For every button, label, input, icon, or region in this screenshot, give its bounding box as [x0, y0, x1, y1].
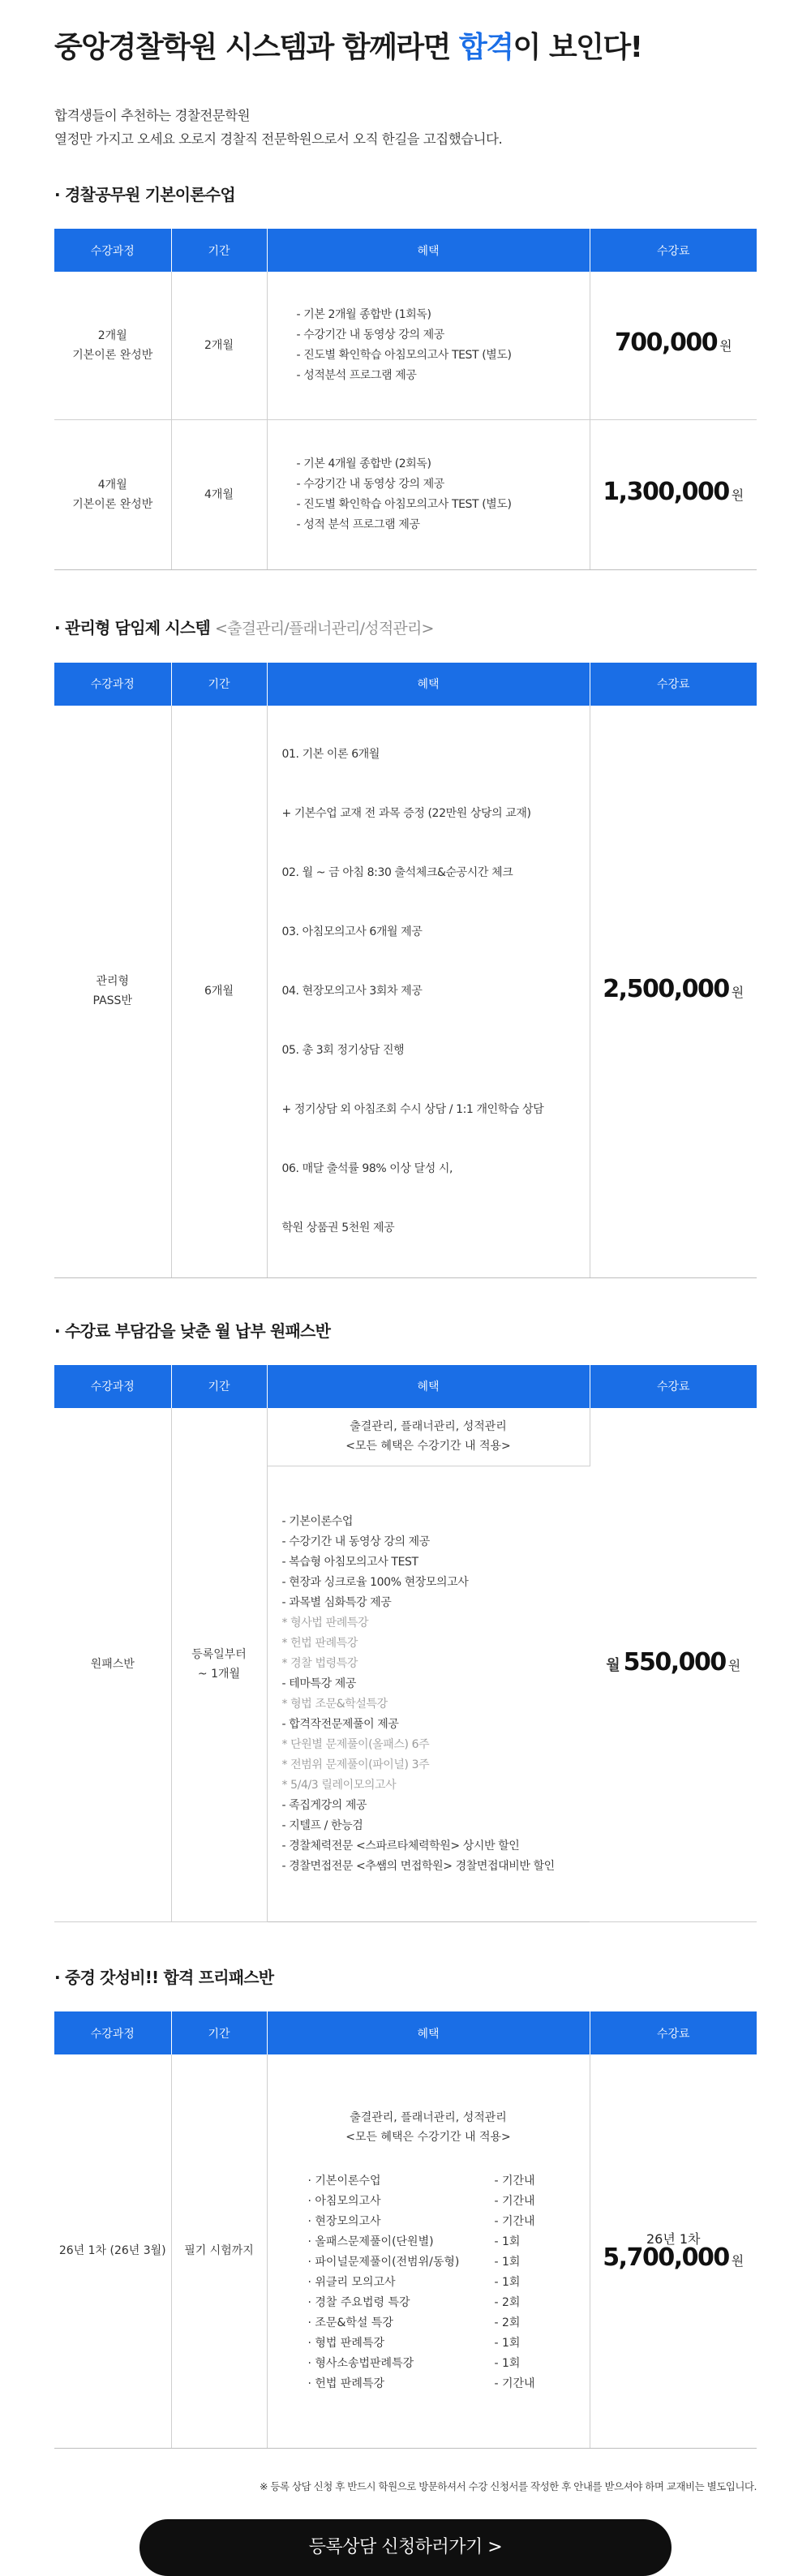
benefit-cell: [267, 272, 590, 419]
intro-text: [54, 104, 757, 151]
fee-cell: [590, 272, 757, 419]
period-cell: 4개월: [171, 419, 267, 569]
section-title-freepass: · 중경 갓성비!! 합격 프리패스반: [54, 1968, 274, 1987]
course-name-sub: 기본이론 완성반: [72, 497, 153, 511]
benefit-item: + 정기상담 외 아침조회 수시 상담 / 1:1 개인학습 상담: [281, 1102, 544, 1116]
table-header-row: [54, 663, 757, 706]
col-header-benefit: 혜택: [267, 1365, 590, 1408]
benefit-item-value: - 기간내: [494, 2174, 535, 2187]
benefit-header-cell: [267, 1408, 590, 1466]
footer-note: ※ 등록 상담 신청 후 반드시 학원으로 방문하셔서 수강 신청서를 작성한 후 안내를 받으셔야 하며 교재비는 별도입니다.: [259, 2479, 757, 2492]
benefit-item: * 형사법 판례특강: [281, 1616, 369, 1629]
price-prefix: 26년 1차: [646, 2230, 701, 2247]
col-header-benefit: 혜택: [267, 2011, 590, 2054]
col-header-fee: 수강료: [590, 2011, 757, 2054]
benefit-item-name: · 기본이론수업: [307, 2174, 381, 2187]
benefit-item: + 기본수업 교재 전 과목 증정 (22만원 상당의 교재): [281, 806, 531, 820]
benefit-item-name: · 아침모의고사: [307, 2194, 381, 2208]
benefit-item: * 헌법 판례특강: [281, 1636, 358, 1650]
benefit-header-line-2: <모든 혜택은 수강기간 내 적용>: [345, 1440, 511, 1453]
benefit-item: - 족집게강의 제공: [281, 1798, 367, 1812]
benefit-header-line-1: 출결관리, 플래너관리, 성적관리: [350, 1420, 507, 1434]
col-header-benefit: 혜택: [267, 663, 590, 706]
price-unit: 원: [727, 1657, 741, 1673]
benefit-item-value: - 기간내: [494, 2214, 535, 2228]
benefit-item: - 기본이론수업: [281, 1514, 353, 1528]
page-headline: [54, 0, 757, 66]
benefit-item: - 경찰체력전문 <스파르타체력학원> 상시반 할인: [281, 1839, 520, 1853]
benefit-header-line-1: 출결관리, 플래너관리, 성적관리: [350, 2110, 507, 2124]
table-row: [54, 1408, 757, 1466]
benefit-item: - 수강기간 내 동영상 강의 제공: [281, 1535, 430, 1548]
benefit-item: 02. 월 ~ 금 아침 8:30 출석체크&순공시간 체크: [281, 865, 513, 879]
table-row: [54, 706, 757, 1278]
benefit-item: - 경찰면접전문 <추쌤의 면접학원> 경찰면접대비반 할인: [281, 1859, 555, 1873]
benefit-item-name: · 형법 판례특강: [307, 2336, 384, 2350]
benefit-item-value: - 2회: [494, 2316, 521, 2329]
benefit-item-name: · 현장모의고사: [307, 2214, 381, 2228]
benefit-item: - 수강기간 내 동영상 강의 제공: [296, 477, 444, 491]
benefit-item-value: - 1회: [494, 2356, 521, 2370]
price-value: 700,000: [614, 328, 718, 358]
benefit-item-value: - 1회: [494, 2336, 521, 2350]
benefit-item-name: · 조문&학설 특강: [307, 2316, 393, 2329]
price-value: 2,500,000: [603, 974, 729, 1003]
col-header-fee: 수강료: [590, 229, 757, 272]
price-value: 5,700,000: [603, 2243, 729, 2272]
price-table-freepass: [54, 2011, 757, 2449]
benefit-item: 06. 매달 출석률 98% 이상 달성 시,: [281, 1161, 453, 1175]
price-unit: 원: [719, 338, 732, 354]
benefit-list: [282, 1512, 590, 1877]
benefit-item-value: - 1회: [494, 2255, 521, 2269]
benefit-item: 학원 상품권 5천원 제공: [281, 1221, 395, 1234]
benefit-item: * 5/4/3 릴레이모의고사: [281, 1778, 397, 1792]
period-cell: 필기 시험까지: [171, 2054, 267, 2448]
course-cell: 원패스반: [54, 1408, 171, 1922]
table-header-row: [54, 1365, 757, 1408]
benefit-item: - 합격작전문제풀이 제공: [281, 1717, 399, 1731]
benefit-header: [268, 2108, 590, 2147]
benefit-item: - 진도별 확인학습 아침모의고사 TEST (별도): [296, 348, 512, 362]
benefit-item: 04. 현장모의고사 3회차 제공: [281, 984, 423, 998]
col-header-period: 기간: [171, 1365, 267, 1408]
price-table-managed: [54, 663, 757, 1278]
benefit-item: - 테마특강 제공: [281, 1677, 356, 1690]
fee-cell: [590, 419, 757, 569]
period-line-1: 등록일부터: [191, 1648, 247, 1662]
col-header-course: 수강과정: [54, 229, 171, 272]
col-header-fee: 수강료: [590, 663, 757, 706]
intro-line-2: 열정만 가지고 오세요 오로지 경찰직 전문학원으로서 오직 한길을 고집했습니다.: [54, 131, 503, 147]
benefit-item-name: · 파이널문제풀이(전범위/동형): [307, 2255, 460, 2269]
course-cell: [54, 706, 171, 1278]
benefit-item: 01. 기본 이론 6개월: [281, 747, 380, 761]
benefit-item: 03. 아침모의고사 6개월 제공: [281, 925, 423, 938]
headline-text: 중앙경찰학원 시스템과 함께라면: [54, 31, 459, 64]
price-unit: 원: [731, 2252, 744, 2269]
benefit-list: [308, 2171, 590, 2394]
course-name: 4개월: [97, 478, 127, 492]
benefit-item-name: · 경찰 주요법령 특강: [307, 2295, 410, 2309]
course-cell: [54, 419, 171, 569]
benefit-item-value: - 1회: [494, 2275, 521, 2289]
benefit-item-name: · 올패스문제풀이(단원별): [307, 2235, 434, 2248]
headline-accent: 합격: [458, 31, 513, 64]
benefit-item-name: · 형사소송법판례특강: [307, 2356, 414, 2370]
benefit-item: - 수강기간 내 동영상 강의 제공: [296, 328, 444, 341]
table-row: [54, 272, 757, 419]
col-header-course: 수강과정: [54, 1365, 171, 1408]
table-header-row: [54, 2011, 757, 2054]
course-name: 관리형: [96, 975, 130, 988]
period-line-2: ~ 1개월: [197, 1668, 241, 1681]
benefit-item: * 전범위 문제풀이(파이널) 3주: [281, 1758, 430, 1771]
benefit-item: * 단원별 문제풀이(올패스) 6주: [281, 1737, 430, 1751]
course-name-sub: PASS반: [92, 994, 132, 1007]
fee-cell: [590, 1408, 757, 1922]
headline-text-end: 이 보인다!: [513, 31, 642, 64]
benefit-item: 05. 총 3회 정기상담 진행: [281, 1043, 405, 1057]
benefit-cell: [267, 1466, 590, 1922]
col-header-course: 수강과정: [54, 663, 171, 706]
col-header-benefit: 혜택: [267, 229, 590, 272]
price-month-label: 월: [606, 1656, 620, 1674]
consult-signup-button[interactable]: 등록상담 신청하러가기 >: [139, 2519, 672, 2576]
benefit-item: - 현장과 싱크로율 100% 현장모의고사: [281, 1575, 469, 1589]
price-value: 550,000: [623, 1647, 726, 1677]
benefit-item: - 진도별 확인학습 아침모의고사 TEST (별도): [296, 497, 512, 511]
fee-cell: [590, 706, 757, 1278]
section-title-onepass: · 수강료 부담감을 낮춘 월 납부 원패스반: [54, 1320, 331, 1341]
intro-line-1: 합격생들이 추천하는 경찰전문학원: [54, 108, 251, 123]
benefit-item: - 기본 4개월 종합반 (2회독): [296, 457, 431, 470]
price-unit: 원: [731, 487, 744, 503]
benefit-cell: [267, 706, 590, 1278]
benefit-item-value: - 기간내: [494, 2376, 535, 2390]
price-value: 1,300,000: [603, 478, 729, 506]
course-cell: [54, 272, 171, 419]
col-header-fee: 수강료: [590, 1365, 757, 1408]
benefit-item: * 형법 조문&학설특강: [281, 1697, 388, 1711]
period-cell: 2개월: [171, 272, 267, 419]
period-cell: 6개월: [171, 706, 267, 1278]
benefit-list: [282, 706, 590, 1277]
fee-cell: [590, 2054, 757, 2448]
price-table-basic: [54, 229, 757, 570]
benefit-item: - 과목별 심화특강 제공: [281, 1595, 392, 1609]
benefit-item-value: - 2회: [494, 2295, 521, 2309]
col-header-period: 기간: [171, 229, 267, 272]
section-title-basic: · 경찰공무원 기본이론수업: [54, 185, 235, 204]
course-cell: 26년 1차 (26년 3월): [54, 2054, 171, 2448]
table-header-row: [54, 229, 757, 272]
benefit-list: [297, 305, 590, 386]
benefit-header-line-2: <모든 혜택은 수강기간 내 적용>: [345, 2130, 511, 2144]
table-row: [54, 2054, 757, 2448]
benefit-item-value: - 기간내: [494, 2194, 535, 2208]
benefit-item: - 성적 분석 프로그램 제공: [296, 517, 420, 531]
benefit-item: - 복습형 아침모의고사 TEST: [281, 1555, 418, 1569]
benefit-item: - 지텔프 / 한능검: [281, 1818, 363, 1832]
benefit-item-name: · 헌법 판례특강: [307, 2376, 384, 2390]
benefit-item-name: · 위클리 모의고사: [307, 2275, 396, 2289]
benefit-item-value: - 1회: [494, 2235, 521, 2248]
benefit-item: * 경찰 법령특강: [281, 1656, 358, 1670]
section-subtitle: <출결관리/플래너관리/성적관리>: [214, 619, 434, 638]
section-title-text: · 관리형 담임제 시스템: [54, 617, 210, 638]
course-name-sub: 기본이론 완성반: [72, 348, 153, 362]
benefit-item: - 성적분석 프로그램 제공: [296, 368, 417, 382]
price-unit: 원: [731, 984, 744, 1000]
col-header-period: 기간: [171, 2011, 267, 2054]
col-header-period: 기간: [171, 663, 267, 706]
period-cell: [171, 1408, 267, 1922]
col-header-course: 수강과정: [54, 2011, 171, 2054]
section-title-managed: [54, 616, 757, 640]
price-table-onepass: [54, 1365, 757, 1923]
benefit-list: [297, 454, 590, 535]
benefit-item: - 기본 2개월 종합반 (1회독): [296, 307, 431, 321]
table-row: [54, 419, 757, 569]
course-name: 2개월: [97, 328, 127, 342]
benefit-cell: [267, 419, 590, 569]
benefit-cell: [267, 2054, 590, 2448]
